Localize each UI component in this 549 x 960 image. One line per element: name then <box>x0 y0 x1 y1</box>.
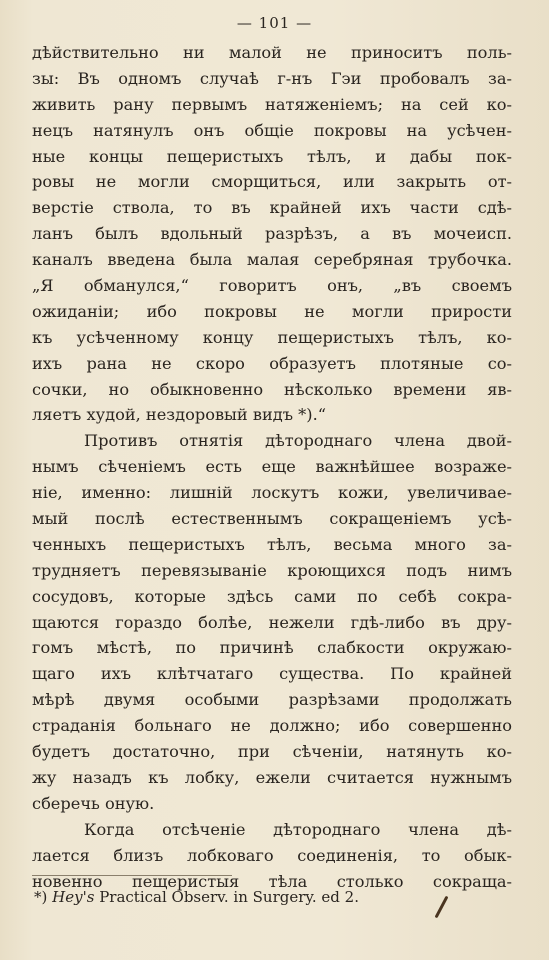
text-line: нецъ натянулъ онъ общіе покровы на усѣчен- <box>32 120 512 140</box>
text-line: дѣйствительно ни малой не приноситъ поль- <box>32 43 512 62</box>
text-line: „Я обманулся,“ говоритъ онъ, „въ своемъ <box>32 276 512 296</box>
page-number: — 101 — <box>236 14 313 32</box>
text-line: ожиданіи; ибо покровы не могли прирости <box>32 301 512 321</box>
text-line: лается близъ лобковаго соединенія, то обык- <box>32 845 512 865</box>
text-line: Противъ отнятія дѣтороднаго члена двой- <box>84 431 512 451</box>
text-line: щаются гораздо болѣе, нежели гдѣ-либо въ дру- <box>32 612 512 632</box>
text-line: мый послѣ естественнымъ сокращеніемъ усѣ- <box>32 509 512 529</box>
text-line: зы: Въ одномъ случаѣ г-нъ Гэи пробовалъ за- <box>32 68 512 88</box>
text-line: ихъ рана не скоро образуетъ плотяные со- <box>32 353 512 373</box>
text-line: къ усѣченному концу пещеристыхъ тѣлъ, ко- <box>32 327 512 347</box>
text-line: живить рану первымъ натяженіемъ; на сей ко- <box>32 94 512 114</box>
text-line: щаго ихъ клѣтчатаго существа. По крайней <box>32 664 512 684</box>
text-line: ченныхъ пещеристыхъ тѣлъ, весьма много за- <box>32 534 512 554</box>
text-line: трудняетъ перевязываніе кроющихся подъ нимъ <box>32 560 512 580</box>
text-line: ніе, именно: лишній лоскутъ кожи, увеличивае- <box>32 483 512 503</box>
text-line: будетъ достаточно, при сѣченіи, натянуть ко- <box>32 742 512 762</box>
text-line: новенно пещеристыя тѣла столько сокраща- <box>32 871 512 891</box>
text-line: каналъ введена была малая серебряная трубочка. <box>32 250 512 270</box>
text-line: гомъ мѣстѣ, по причинѣ слабкости окружаю- <box>32 638 512 658</box>
text-line: нымъ сѣченіемъ есть еще важнѣйшее возраже- <box>32 457 512 477</box>
text-line: сочки, но обыкновенно нѣсколько времени яв- <box>32 379 512 399</box>
text-line: сосудовъ, которые здѣсь сами по себѣ сокра- <box>32 586 512 606</box>
main-text <box>32 40 512 894</box>
text-line: мѣрѣ двумя особыми разрѣзами продолжать <box>32 690 512 710</box>
text-line: Когда отсѣченіе дѣтороднаго члена дѣ- <box>84 819 512 839</box>
text-line: жу назадъ къ лобку, ежели считается нужнымъ <box>32 767 512 787</box>
footnote-marker: *) <box>34 888 48 906</box>
footnote-author: Hey's <box>52 888 95 906</box>
text-line: верстіе ствола, то въ крайней ихъ части сдѣ- <box>32 198 512 218</box>
text-line: ляетъ худой, нездоровый видъ *).“ <box>32 405 327 425</box>
footnote-text: Practical Observ. in Surgery. ed 2. <box>99 888 359 906</box>
text-line: сберечь оную. <box>32 793 155 813</box>
text-line: ные концы пещеристыхъ тѣлъ, и дабы пок- <box>32 146 512 166</box>
text-line: страданія больнаго не должно; ибо совершенно <box>32 716 512 736</box>
text-line: ровы не могли сморщиться, или закрыть от- <box>32 172 512 192</box>
text-line: ланъ былъ вдольный разрѣзъ, а въ мочеисп. <box>32 224 512 244</box>
footnote-divider <box>32 875 232 876</box>
